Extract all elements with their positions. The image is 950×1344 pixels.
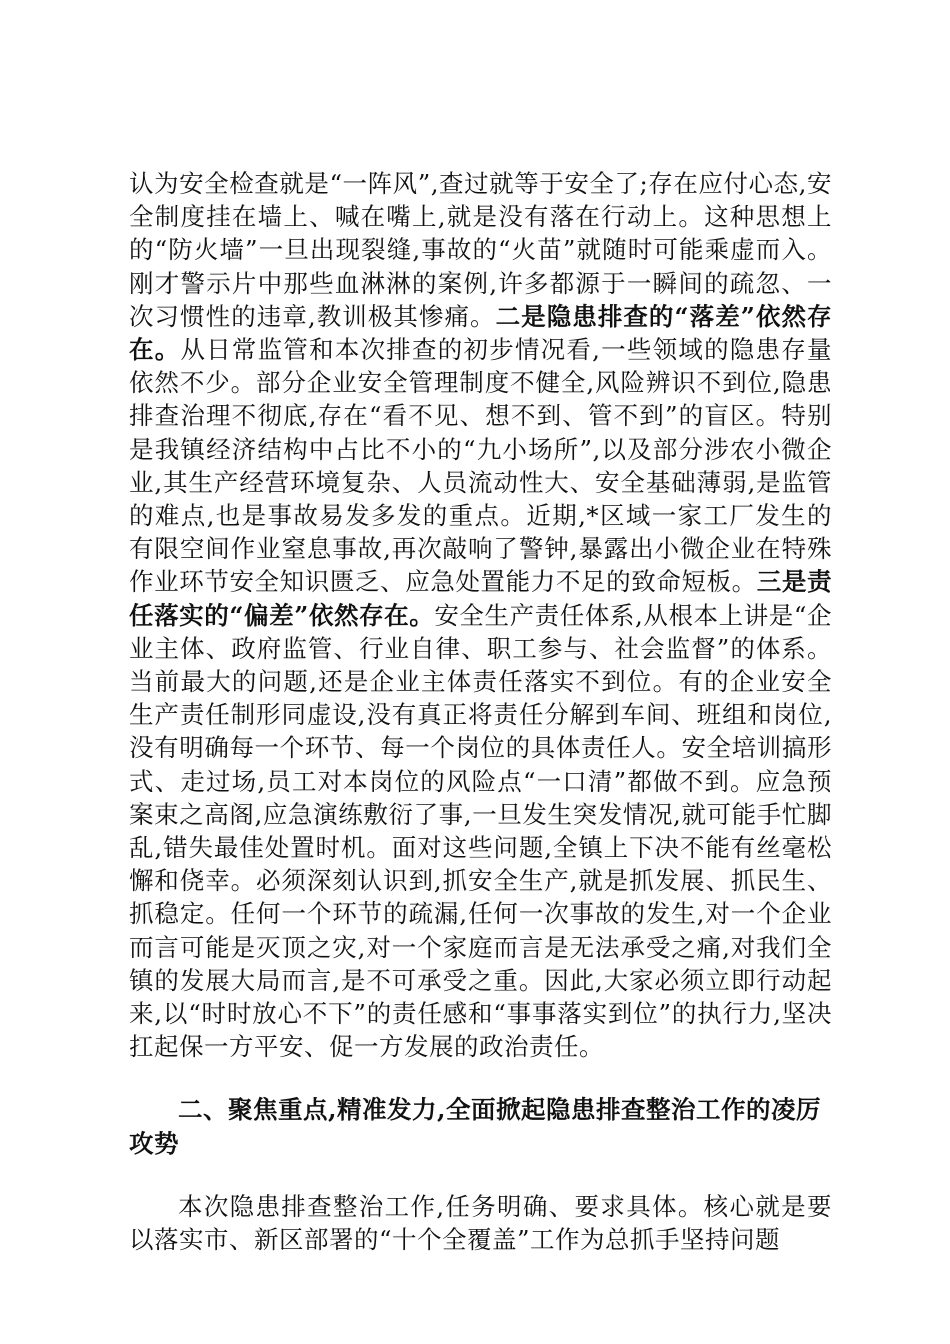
bold-point-three: 三是责任落实的“偏差”依然存在。 bbox=[129, 567, 833, 630]
paragraph-text: 安全生产责任体系,从根本上讲是“企业主体、政府监管、行业自律、职工参与、社会监督”的体系。当前最大的问题,还是企业主体责任落实不到位。有的企业安全生产责任制形同虚设,没有真正将责任分解到车间、班组和岗位,没有明确每一个环节、每一个岗位的具体责任人。安全培训搞形式、走过场,员工对本岗位的风险点“一口清”都做不到。应急预案束之高阁,应急演练敷衍了事,一旦发生突发情况,就可能手忙脚乱,错失最佳处置时机。面对这些问题,全镇上下决不能有丝毫松懈和侥幸。必须深刻认识到,抓安全生产,就是抓发展、抓民生、抓稳定。任何一个环节的疏漏,任何一次事故的发生,对一个企业而言可能是灭顶之灾,对一个家庭而言是无法承受之痛,对我们全镇的发展大局而言,是不可承受之重。因此,大家必须立即行动起来,以“时时放心不下”的责任感和“事事落实到位”的执行力,坚决扛起保一方平安、促一方发展的政治责任。 bbox=[129, 600, 833, 1062]
paragraph-text: 认为安全检查就是“一阵风”,查过就等于安全了;存在应付心态,安全制度挂在墙上、喊在嘴上,就是没有落在行动上。这种思想上的“防火墙”一旦出现裂缝,事故的“火苗”就随时可能乘虚而入。刚才警示片中那些血淋淋的案例,许多都源于一瞬间的疏忽、一次习惯性的违章,教训极其惨痛。 bbox=[129, 169, 832, 331]
body-paragraph bbox=[129, 167, 832, 1063]
paragraph-text: 从日常监管和本次排查的初步情况看,一些领域的隐患存量依然不少。部分企业安全管理制度不健全,风险辨识不到位,隐患排查治理不彻底,存在“看不见、想不到、管不到”的盲区。特别是我镇经济结构中占比不小的“九小场所”,以及部分涉农小微企业,其生产经营环境复杂、人员流动性大、安全基础薄弱,是监管的难点,也是事故易发多发的重点。近期,*区域一家工厂发生的有限空间作业窒息事故,再次敲响了警钟,暴露出小微企业在特殊作业环节安全知识匮乏、应急处置能力不足的致命短板。 bbox=[129, 335, 832, 597]
body-paragraph: 本次隐患排查整治工作,任务明确、要求具体。核心就是要以落实市、新区部署的“十个全覆盖”工作为总抓手坚持问题 bbox=[129, 1191, 832, 1255]
bold-point-two: 二是隐患排查的“落差”依然存在。 bbox=[129, 301, 832, 365]
document-page bbox=[129, 167, 832, 1256]
section-heading: 二、聚焦重点,精准发力,全面掀起隐患排查整治工作的凌厉攻势 bbox=[129, 1095, 822, 1158]
